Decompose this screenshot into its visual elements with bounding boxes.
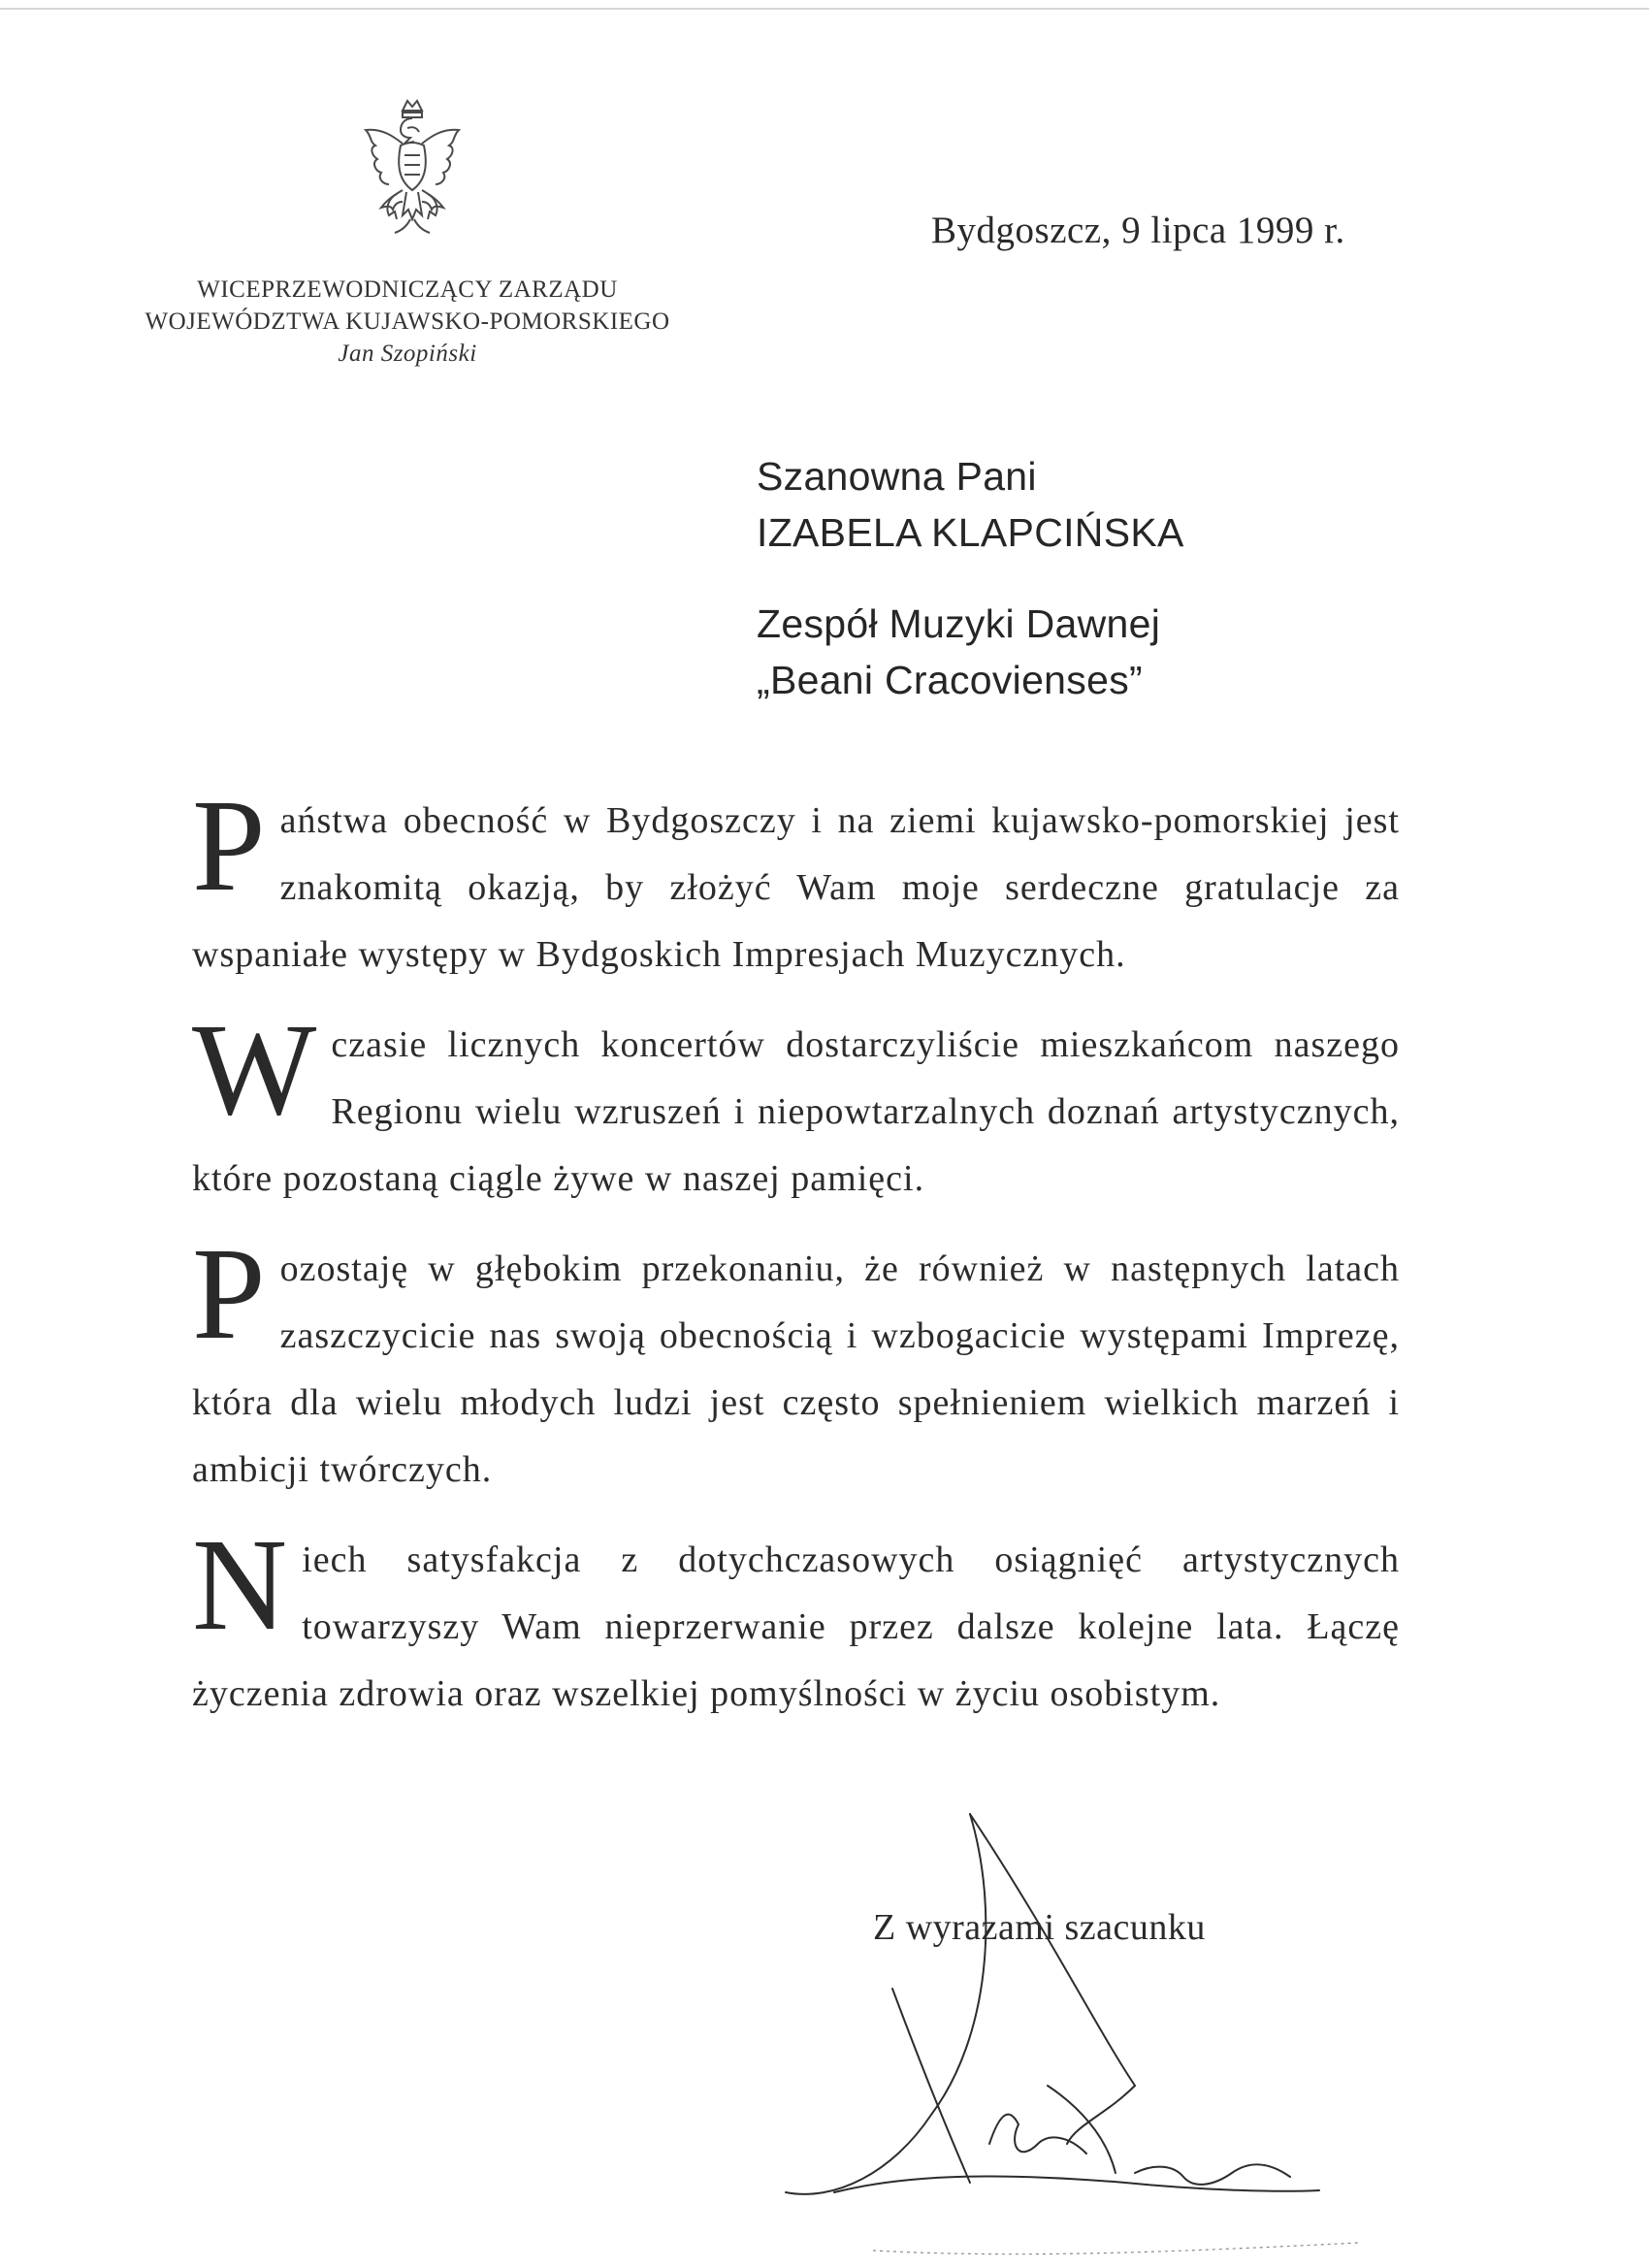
body-paragraph	[192, 773, 1400, 988]
page-top-edge	[0, 8, 1649, 10]
letter-body	[192, 773, 1400, 1751]
drop-cap-initial: P	[192, 1221, 267, 1367]
recipient-ensemble: Zespół Muzyki Dawnej	[757, 601, 1161, 646]
recipient-salutation: Szanowna Pani	[757, 454, 1037, 499]
drop-cap-initial: N	[192, 1512, 289, 1658]
drop-cap-initial: P	[192, 773, 267, 919]
paragraph-text: ozostaję w głębokim przekonaniu, że również w następnych latach zaszczycicie nas swoją obecnością i wzbogacicie występami Imprezę, która dla wielu młodych ludzi jest często spełnieniem wielkich marzeń i ambicji twórczych.	[192, 1248, 1400, 1490]
drop-cap-initial: W	[192, 997, 318, 1143]
letter-date: Bydgoszcz, 9 lipca 1999 r.	[931, 210, 1345, 251]
sender-name: Jan Szopiński	[338, 340, 477, 367]
sender-title-line2: WOJEWÓDZTWA KUJAWSKO-POMORSKIEGO	[145, 308, 670, 335]
sender-title-line1: WICEPRZEWODNICZĄCY ZARZĄDU	[197, 276, 618, 303]
body-paragraph	[192, 1221, 1400, 1504]
recipient-block	[757, 448, 1184, 708]
body-paragraph	[192, 1512, 1400, 1728]
paragraph-text: czasie licznych koncertów dostarczyliście mieszkańcom naszego Regionu wielu wzruszeń i niepowtarzalnych doznań artystycznych, które pozostaną ciągle żywe w naszej pamięci.	[192, 1024, 1400, 1199]
body-paragraph	[192, 997, 1400, 1213]
sender-block	[116, 274, 698, 370]
recipient-ensemble-name: „Beani Cracovienses”	[757, 658, 1143, 702]
recipient-name: IZABELA KLAPCIŃSKA	[757, 510, 1184, 555]
handwritten-signature	[679, 1795, 1455, 2260]
closing-phrase: Z wyrazami szacunku	[873, 1907, 1206, 1948]
paragraph-text: iech satysfakcja z dotychczasowych osiągnięć artystycznych towarzyszy Wam nieprzerwanie przez dalsze kolejne lata. Łączę życzenia zdrowia oraz wszelkiej pomyślności w życiu osobistym.	[192, 1539, 1400, 1714]
paragraph-text: aństwa obecność w Bydgoszczy i na ziemi kujawsko-pomorskiej jest znakomitą okazją, by złożyć Wam moje serdeczne gratulacje za wspaniałe występy w Bydgoskich Impresjach Muzycznych.	[192, 800, 1400, 975]
polish-eagle-emblem	[354, 97, 470, 243]
